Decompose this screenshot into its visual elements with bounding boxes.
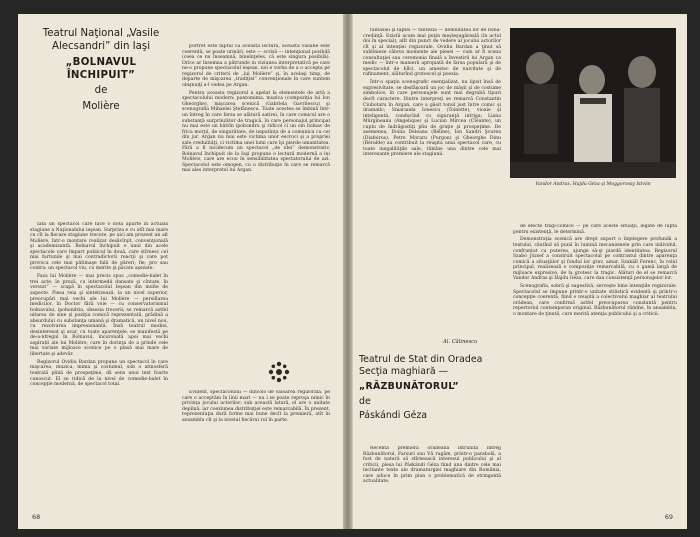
right-theatre-name: Teatrul de Stat din Oradea Secţia maghiară — [359, 354, 483, 377]
right-article-heading [359, 354, 499, 422]
left-article-heading [38, 28, 164, 113]
right-page-number: 69 [664, 513, 673, 521]
left-page-number: 68 [32, 513, 41, 521]
stage-photo-illustration [510, 28, 676, 178]
right-col2-paragraph: de efecte tragi-comice — pe care aceste situaţii, legate de lupta pentru existenţă, le determină. [513, 224, 677, 235]
review-signature: Al. Călinescu [443, 339, 478, 345]
right-author-name: Páskándi Géza [359, 410, 428, 421]
right-col1-paragraph: fantasiei şi faptei — fantezia — demnitatea lor de bună-credinţă. Există acum mai puţin meşteşugăreală (în actul doi în special), atît din punct de vedere al jocului actorilor cît şi al intenţiei regizorale. Ovidiu Bardan a ţinut să sublinieze câteva momente ale piesei — cum ar fi scena consultaţiei sau ceremonia finală a învestirii lui Argan ca medic — într-o manieră apropiată de farsa populară şi de spectacolul de bîlci, un amestec de naivitate şi de rafinament, alăturînd grotescul şi poezia. [363, 28, 501, 78]
left-col1-paragraph: Iată un spectacol care face o notă aparte în actuala stagiune a Naţionalului ieşean. Surpriza e cu atît mai mare cu cît la fiecare stagiune trecute, pe aici am prezent un alt Molière, într-o montare realizat desăvîrşit, convenţională şi academizantă. Bolnavul închipuit e unul din acele spectacole care împart publicul în două, care stîrnesc cel mai furtunile şi mai contradictorii reacţii şi care pot provoca cele mai pătimaşe falii de păreri; fie, pro sau contra: un spectacol viu, cu merite şi păcate aşezate. [30, 222, 168, 272]
production-photo [510, 28, 676, 178]
left-col1-paragraph: Faza lui Molière — mai precis spus „comedie-balet în trei acte, în proză, cu intermedii dansate şi cîntate, în versuri” — scapă în spectacolul Ieşean din multe de aspecte. Piesa reia şi sintetizează, la un nivel superior, preocupări mai vechi ale lui Molière — persiflarea medicilor, în Doctor fără voie — cu conservatorismul bolnavului, ipohondria, obsesia trecerii; se remarcă astfel uitarea de sine şi poziţia comică reprezentată, grădină a absurdului cu substanţa umană şi dramatică, un nivel nou, cu rezolvarea impresionantă. Însă teatrul mediei, desinteresat şi avar, cu toate aparenţele, se manifestă pe de-a-ntregul în Bolnavul, încoronată apoi mai vechi aspirații ale lui Molière, care în dorinţa de a prinde cele mai variate mijloace scenice pe o plasă mai mare de libertate şi adevăr. [30, 274, 168, 357]
right-col2-paragraph: Scenografia, sobră şi sugestivă, serveşte bine intenţiile regizorale. Spectacolul se impune printr-o unitate stilistică evidentă şi printr-o concepţie coerentă, fiind o reuşită a colectivului maghiar al teatrului orădean, care confirmă astfel preocuparea constantă pentru repertoriul contemporan original. Răzbunătorul rămîne, în ansamblu, o montare de ţinută, care merită atenţia publicului şi a criticii. [513, 284, 677, 317]
left-col1-paragraph: Regizorul Ovidiu Bardan propune un spectacol în care mişcarea, muzica, mima şi costumul, sub o atmosferă teatrală plină de prospeţime, dă sens unui text foarte cunoscut. El se ridică de la nivel de comedie-balet în concepţie modernă, de spectacol total. [30, 359, 168, 388]
left-author-name: Molière [82, 100, 120, 112]
left-theatre-name: Teatrul Naţional „Vasile Alecsandri” din Iaşi [42, 28, 160, 52]
left-column-2-lower [182, 390, 330, 512]
photo-caption: Vandor Andras, Hajdu Géza şi Moggorossy István [535, 182, 651, 187]
decorative-star-ornament-icon [268, 361, 290, 383]
right-col1-paragraph: Într-o spaţiu scenografic esenţializat, nu lipsit însă de expresivitate, se desfăşoară un joc de măşti şi de costume simbolice, în care personajele sunt mai degrabă tipuri decît caractere. Dintre interpreţi se remarcă Constantin Ciubotaru în Argan, care a găsit tonul just între comic şi dramatic; Smaranda Ionescu (Toinette), vioaie şi inteligentă, conducînd cu siguranţă intriga; Liana Mărgineanu (Angelique) şi Lucian Mircea (Cléante), un cuplu de îndrăgostiţi plin de graţie şi prospeţime. De asemenea, Doina Deleanu (Béline), Ion Sandri Şcurea (Diafoirus), Petre Moraru (Purgon) şi Gheorghe Dinu (Béralde) au contribuit la reuşita unui spectacol care, cu toate inegalităţile sale, rămîne una dintre cele mai interesante premiere ale stagiunii. [363, 80, 501, 158]
right-column-1-lower [363, 446, 501, 516]
right-by-word: de [359, 395, 371, 407]
right-col1-lower-paragraph: Recenta premieră orădeană întrunită întreg Răzbunătorul, Farsuri sau Vă rugăm, printr-o parabolă, a fost de natură să stîrnească interesul publicului şi al criticii, piesa lui Páskándi Géza fiind una dintre cele mai incitante texte ale dramaturgiei maghiare din România, care aduce în prim plan o problematică de stringentă actualitate. [363, 446, 501, 485]
right-column-1-upper [363, 28, 501, 328]
right-col2-paragraph: Demonstraţia scenică are drept suport o înţelegere profundă a textului, căutînd să pună în lumină mecanismele prin care individul, confruntat cu puterea, ajunge să-şi piardă identitatea. Regizorul Szabó József a construit spectacolul pe contrastul dintre aparenţa comică a situaţiilor şi fondul lor grav, amar. Szakáll Ferenc, în rolul principal, realizează o compoziţie remarcabilă, cu o gamă largă de mijloace expresive, de la grotesc la tragic. Alături de el se remarcă Vandor Andras şi Hajdu Géza, care dau consistenţă personajelor lor. [513, 237, 677, 282]
left-col2-paragraph: Pentru aceasta regizorul a apelat la elementele de artă a spectacolului modern: pantomima, muzica (compoziţia lui Ion Gheorghe), mişcarea scenică (Gabriela Gavrilescu) şi scenografia Mihaelei Ştefănescu. Toate acestea se îmbină într-un întreg în care farsa se alătură satirei, în care comicul are o substanţă surprinzător de tragică, în care personajul principal nu mai este un bătrîn ipohondru şi ridicol ci un om bolnav de frica morţii, de singurătate, de neputinţa de a comunica cu cei din jur. Argan nu mai este victima unor escroci şi a propriei sale credulităţi, ci victima unei lumi care îşi pierde umanitatea. Fără a fi nicidecum un spectacol „de idei” demonstrativ, Bolnavul închipuit de la Iaşi propune o lectură modernă a lui Molière, care are ecou în sensibilitatea spectatorului de azi. Spectacolul este omogen, cu o distribuţie în care se remarcă mai ales interpretul lui Argan. [182, 90, 330, 174]
right-play-title: „RĂZBUNĂTORUL” [359, 381, 459, 392]
left-play-title: „BOLNAVUL ÎNCHIPUIT” [65, 57, 137, 81]
left-col2-paragraph: portret este faptul că această lectură, această viziune este coerentă, se poate urmări, este — scrisă — intenţional posibilă (ceea ce nu înseamnă, bineînţeles, că este singura posibilă). Orice ar însemna a pătrunde in viziunea interpretativă pe care ne-o propune spectacolul ieşean, noi e vorba de a o accepta pe regizorul de criterii de „lui Molière” şi, în acelaşi timp, de departe de mişcarea „tradiţiei” convenţionale în care suntem obişnuiţi a-l vedea pe Argan. [182, 44, 330, 88]
left-col2-lower-paragraph: Evident, spectacolului — dincolo de valoarea regizorală, pe care o acceptăm în linii mari — nu i se poate reproşa nimic în privinţa jocului actorilor; sub această latură, el are o unitate deplină, iar coeziunea distribuţiei este remarcabilă. În prezent, reprezentaţia dură forme mai bune decît la premieră, atît în ansamblu cît şi la nivelul fiecărui rol în parte. [182, 390, 330, 423]
left-by-word: de [94, 85, 108, 96]
left-column-1 [30, 222, 168, 512]
right-column-2 [513, 224, 677, 514]
